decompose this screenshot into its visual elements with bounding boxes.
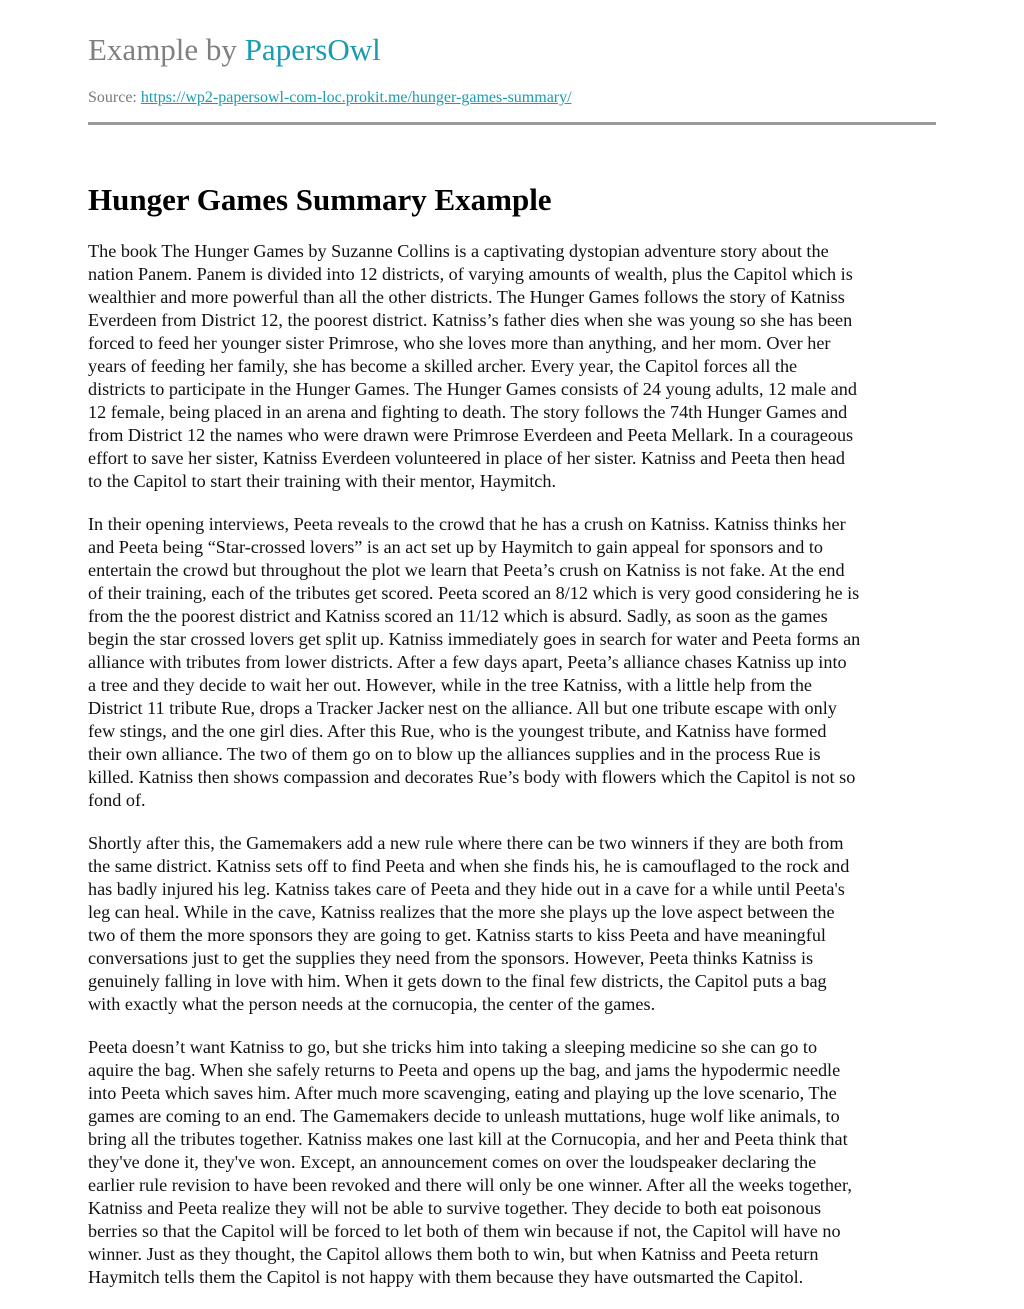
source-line: [88, 88, 572, 108]
brand-header: [88, 30, 381, 70]
brand-name[interactable]: PapersOwl: [244, 32, 381, 67]
paragraph-1: The book The Hunger Games by Suzanne Collins is a captivating dystopian adventure story about the nation Panem. Panem is divided into 12 districts, of varying amounts of wealth, plus the Capitol which is wealthier and more powerful than all the other districts. The Hunger Games follows the story of Katniss Everdeen from District 12, the poorest district. Katniss’s father dies when she was young so she has been forced to feed her younger sister Primrose, who she loves more than anything, and her mom. Over her years of feeding her family, she has become a skilled archer. Every year, the Capitol forces all the districts to participate in the Hunger Games. The Hunger Games consists of 24 young adults, 12 male and 12 female, being placed in an arena and fighting to death. The story follows the 74th Hunger Games and from District 12 the names who were drawn were Primrose Everdeen and Peeta Mellark. In a courageous effort to save her sister, Katniss Everdeen volunteered in place of her sister. Katniss and Peeta then head to the Capitol to start their training with their mentor, Haymitch.: [88, 241, 857, 491]
source-label: Source:: [88, 89, 137, 106]
document-title: Hunger Games Summary Example: [88, 182, 552, 217]
brand-prefix: Example by: [88, 32, 237, 67]
header-divider: [88, 122, 936, 125]
paragraph-2: In their opening interviews, Peeta reveals to the crowd that he has a crush on Katniss. Katniss thinks her and Peeta being “Star-crossed lovers” is an act set up by Haymitch to gain appeal for sponsors and to entertain the crowd but throughout the plot we learn that Peeta’s crush on Katniss is not fake. At the end of their training, each of the tributes get scored. Peeta scored an 8/12 which is very good considering he is from the the poorest district and Katniss scored an 11/12 which is absurd. Sadly, as soon as the games begin the star crossed lovers get split up. Katniss immediately goes in search for water and Peeta forms an alliance with tributes from lower districts. After a few days apart, Peeta’s alliance chases Katniss up into a tree and they decide to wait her out. However, while in the tree Katniss, with a little help from the District 11 tribute Rue, drops a Tracker Jacker nest on the alliance. All but one tribute escape with only few stings, and the one girl dies. After this Rue, who is the youngest tribute, and Katniss have formed their own alliance. The two of them go on to blow up the alliances supplies and in the process Rue is killed. Katniss then shows compassion and decorates Rue’s body with flowers which the Capitol is not so fond of.: [88, 514, 861, 810]
paragraph-4: Peeta doesn’t want Katniss to go, but she tricks him into taking a sleeping medicine so she can go to aquire the bag. When she safely returns to Peeta and opens up the bag, and jams the hypodermic needle into Peeta which saves him. After much more scavenging, eating and playing up the love scenario, The games are coming to an end. The Gamemakers decide to unleash muttations, huge wolf like animals, to bring all the tributes together. Katniss makes one last kill at the Cornucopia, and her and Peeta think that they've done it, they've won. Except, an announcement comes on over the loudspeaker declaring the earlier rule revision to have been revoked and there will only be one winner. After all the weeks together, Katniss and Peeta realize they will not be able to survive together. They decide to both eat poisonous berries so that the Capitol will be forced to let both of them win because if not, the Capitol will have no winner. Just as they thought, the Capitol allows them both to win, but when Katniss and Peeta return Haymitch tells them the Capitol is not happy with them because they have outsmarted the Capitol.: [88, 1037, 852, 1287]
source-link[interactable]: https://wp2-papersowl-com-loc.prokit.me/hunger-games-summary/: [140, 89, 572, 106]
document-body: [88, 240, 936, 1309]
paragraph-3: Shortly after this, the Gamemakers add a new rule where there can be two winners if they are both from the same district. Katniss sets off to find Peeta and when she finds his, he is camouflaged to the rock and has badly injured his leg. Katniss takes care of Peeta and they hide out in a cave for a while until Peeta's leg can heal. While in the cave, Katniss realizes that the more she plays up the love aspect between the two of them the more sponsors they are going to get. Katniss starts to kiss Peeta and have meaningful conversations just to get the supplies they need from the sponsors. However, Peeta thinks Katniss is genuinely falling in love with him. When it gets down to the final few districts, the Capitol puts a bag with exactly what the person needs at the cornucopia, the center of the games.: [88, 833, 850, 1014]
